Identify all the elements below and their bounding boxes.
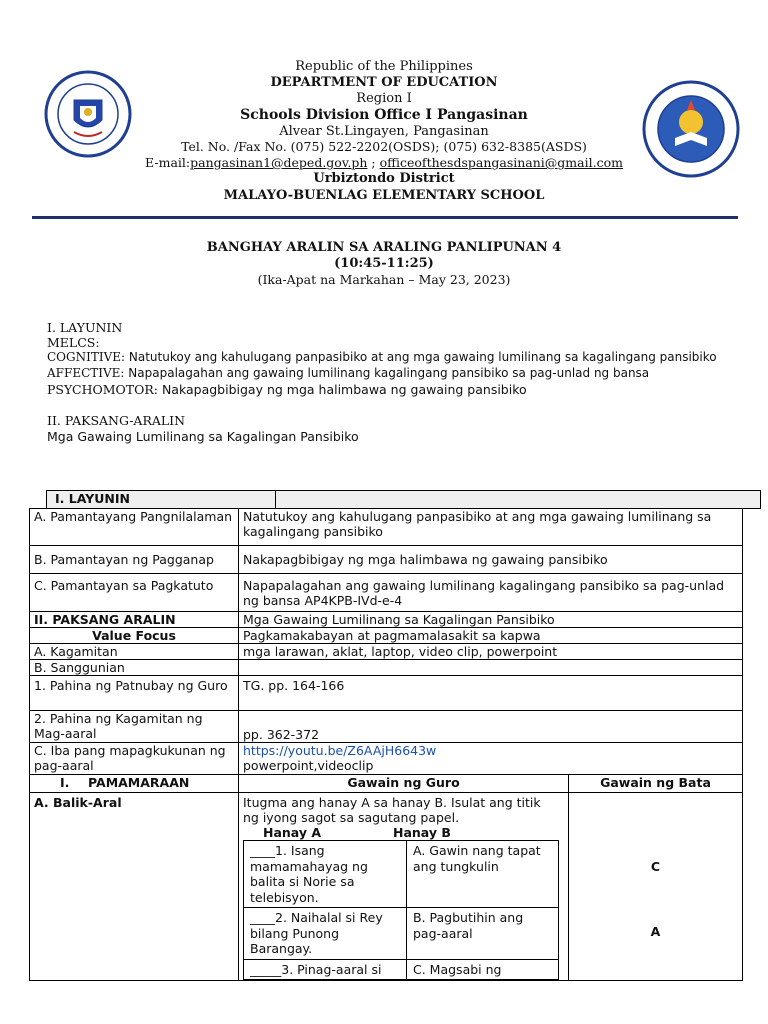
district-line: Urbiztondo District: [313, 171, 455, 186]
table-row: [30, 612, 743, 628]
youtube-link[interactable]: https://youtu.be/Z6AAjH6643w: [243, 743, 437, 758]
psychomotor-text: Nakapagbibigay ng mga halimbawa ng gawaing pansibiko: [157, 382, 527, 397]
procedure-header-num: I.: [60, 775, 70, 790]
row-value: mga larawan, aklat, laptop, video clip, powerpoint: [239, 644, 743, 660]
lesson-time: (10:45-11:25): [334, 256, 434, 271]
matching-table: [243, 840, 559, 980]
header-rule: [32, 216, 738, 219]
layunin-header-label: I. LAYUNIN: [47, 491, 276, 509]
intro-paksa-text: Mga Gawaing Lumilinang sa Kagalingan Pansibiko: [47, 429, 359, 444]
table-row: [30, 644, 743, 660]
email-label: E-mail:: [145, 155, 191, 170]
department-line: DEPARTMENT OF EDUCATION: [270, 75, 498, 90]
address-line: Alvear St.Lingayen, Pangasinan: [279, 124, 489, 139]
intro-paksa: II. PAKSANG-ARALIN: [47, 413, 186, 428]
row-value: Napapalagahan ang gawaing lumilinang kagalingang pansibiko sa pag-unlad ng bansa AP4KPB-IVd-e-4: [239, 574, 743, 612]
school-line: MALAYO-BUENLAG ELEMENTARY SCHOOL: [223, 188, 545, 203]
email-separator: ;: [367, 155, 380, 170]
row-value: pp. 362-372: [239, 711, 743, 743]
row-value: TG. pp. 164-166: [239, 676, 743, 711]
cognitive-text: Natutukoy ang kahulugang panpasibiko at ang mga gawaing lumilinang sa kagalingang pansibiko: [125, 350, 717, 364]
affective-label: AFFECTIVE:: [47, 366, 125, 380]
division-line: Schools Division Office I Pangasinan: [240, 107, 528, 123]
row-label: Value Focus: [30, 628, 239, 644]
balik-aral-label: A. Balik-Aral: [30, 793, 239, 981]
table-row: [30, 628, 743, 644]
hanay-b-label: Hanay B: [393, 825, 451, 840]
hanay-a-item: ____2. Naihalal si Rey bilang Punong Barangay.: [244, 908, 407, 960]
row-value: [239, 660, 743, 676]
intro-layunin: I. LAYUNIN: [47, 320, 123, 335]
row-label: A. Kagamitan: [30, 644, 239, 660]
row-value: Natutukoy ang kahulugang panpasibiko at ang mga gawaing lumilinang sa kagalingang pansibiko: [239, 509, 743, 546]
table-row: [30, 711, 743, 743]
row-value: [239, 743, 743, 775]
phone-line: Tel. No. /Fax No. (075) 522-2202(OSDS); (075) 632-8385(ASDS): [181, 139, 587, 154]
table-row: [30, 660, 743, 676]
hanay-headers: [263, 825, 564, 840]
matching-row: [244, 959, 559, 980]
row-label: A. Pamantayang Pangnilalaman: [30, 509, 239, 546]
answer-2: A: [650, 924, 661, 939]
hanay-a-label: Hanay A: [263, 825, 322, 840]
procedure-header-2: Gawain ng Guro: [239, 775, 569, 793]
hanay-a-item: _____3. Pinag-aaral si: [244, 959, 407, 980]
balik-aral-row: [30, 793, 743, 981]
row-label: B. Pamantayan ng Pagganap: [30, 546, 239, 574]
procedure-header-3: Gawain ng Bata: [569, 775, 743, 793]
table-row: [30, 743, 743, 775]
email-link-1[interactable]: pangasinan1@deped.gov.ph: [190, 155, 368, 170]
republic-line: Republic of the Philippines: [295, 59, 473, 74]
layunin-header-empty: [276, 491, 761, 509]
lesson-title: BANGHAY ARALIN SA ARALING PANLIPUNAN 4: [206, 240, 562, 255]
table-row: [30, 574, 743, 612]
email-line: [0, 155, 768, 170]
procedure-header-1: [30, 775, 239, 793]
row-value: Nakapagbibigay ng mga halimbawa ng gawaing pansibiko: [239, 546, 743, 574]
row-label: C. Iba pang mapagkukunan ng pag-aaral: [30, 743, 239, 775]
hanay-b-item: C. Magsabi ng: [407, 959, 559, 980]
procedure-header-label: PAMAMARAAN: [88, 775, 190, 790]
matching-row: [244, 908, 559, 960]
intro-psychomotor: [47, 382, 527, 397]
answer-1: C: [650, 859, 661, 874]
hanay-a-item: ____1. Isang mamamahayag ng balita si Norie sa telebisyon.: [244, 841, 407, 908]
lesson-date: (Ika-Apat na Markahan – May 23, 2023): [257, 272, 511, 287]
row-label: 1. Pahina ng Patnubay ng Guro: [30, 676, 239, 711]
cognitive-label: COGNITIVE:: [47, 350, 126, 364]
row-value: Pagkamakabayan at pagmamalasakit sa kapwa: [239, 628, 743, 644]
row-label: C. Pamantayan sa Pagkatuto: [30, 574, 239, 612]
matching-row: [244, 841, 559, 908]
table-row: [30, 509, 743, 546]
balik-aral-instructions: Itugma ang hanay A sa hanay B. Isulat ang titik ng iyong sagot sa sagutang papel.: [243, 795, 541, 825]
gawain-bata-cell: [569, 793, 743, 981]
row-value: Mga Gawaing Lumilinang sa Kagalingan Pansibiko: [239, 612, 743, 628]
layunin-header-table: [46, 490, 761, 509]
email-link-2[interactable]: officeofthesdspangasinani@gmail.com: [379, 155, 623, 170]
hanay-b-item: B. Pagbutihin ang pag-aaral: [407, 908, 559, 960]
lesson-table: [29, 508, 743, 981]
psychomotor-label: PSYCHOMOTOR:: [47, 382, 158, 397]
intro-affective: [47, 366, 649, 380]
row-label: B. Sanggunian: [30, 660, 239, 676]
balik-aral-content: [239, 793, 569, 981]
hanay-b-item: A. Gawin nang tapat ang tungkulin: [407, 841, 559, 908]
table-row: [30, 546, 743, 574]
row-value-2: powerpoint,videoclip: [243, 758, 374, 773]
affective-text: Napapalagahan ang gawaing lumilinang kagalingang pansibiko sa pag-unlad ng bansa: [124, 366, 650, 380]
intro-melcs: MELCS:: [47, 335, 100, 350]
region-line: Region I: [356, 91, 412, 106]
procedure-header-row: [30, 775, 743, 793]
table-row: [30, 676, 743, 711]
intro-cognitive: [47, 350, 717, 364]
row-label: II. PAKSANG ARALIN: [30, 612, 239, 628]
row-label: 2. Pahina ng Kagamitan ng Mag-aaral: [30, 711, 239, 743]
